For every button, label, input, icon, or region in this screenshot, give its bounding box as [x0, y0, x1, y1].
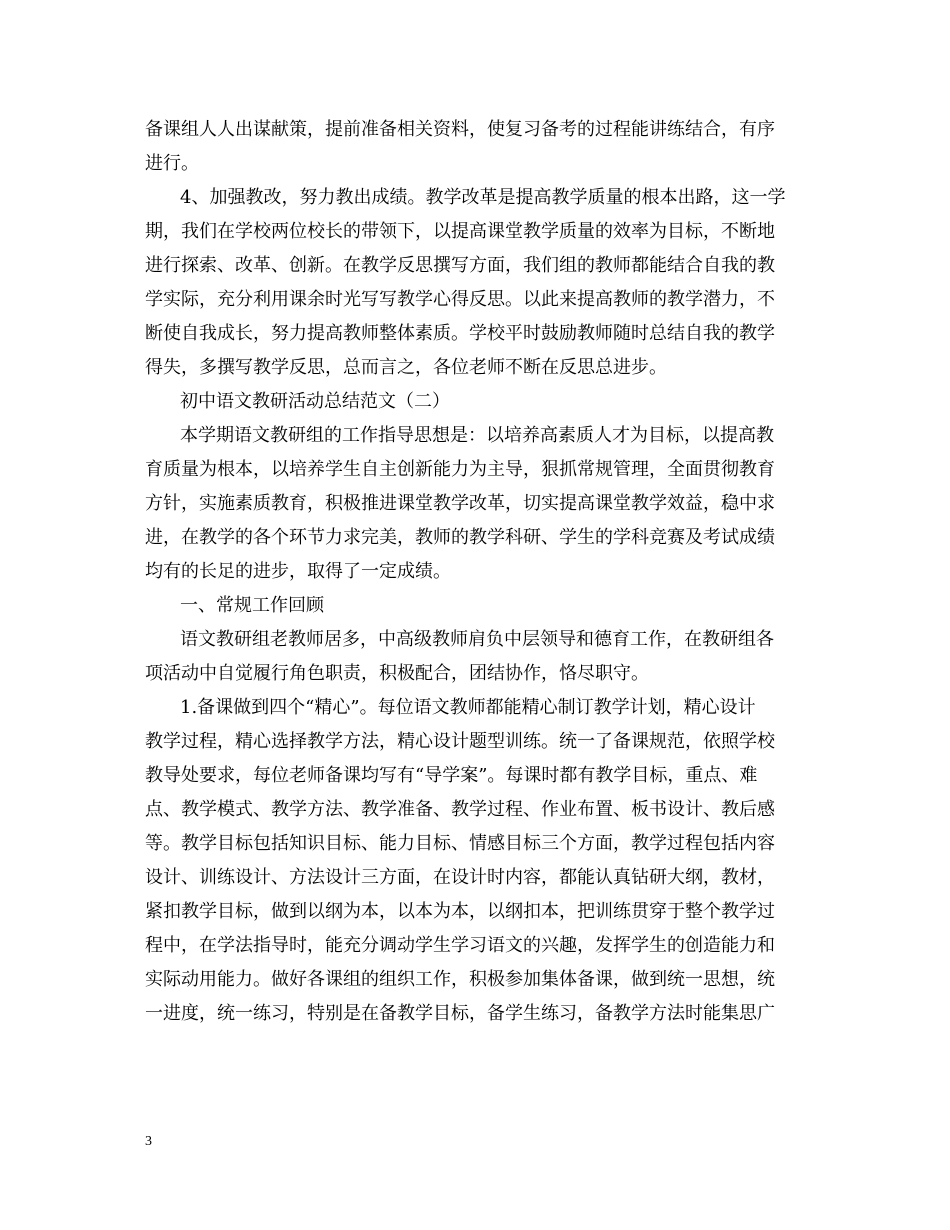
text-line: 等。教学目标包括知识目标、能力目标、情感目标三个方面，教学过程包括内容 [145, 833, 775, 854]
text-line: 实际动用能力。做好各课组的组织工作，积极参加集体备课，做到统一思想，统 [145, 969, 775, 990]
paragraph-start: 语文教研组老教师居多，中高级教师肩负中层领导和德育工作，在教研组各 [180, 629, 774, 650]
document-body [145, 113, 810, 1031]
text-line: 断使自我成长，努力提高教师整体素质。学校平时鼓励教师随时总结自我的教学 [145, 323, 775, 344]
text-line: 项活动中自觉履行角色职责，积极配合，团结协作，恪尽职守。 [145, 663, 649, 684]
section-heading: 一、常规工作回顾 [180, 595, 324, 616]
text-line: 教导处要求，每位老师备课均写有“导学案”。每课时都有教学目标，重点、难 [145, 765, 758, 786]
text-line: 点、教学模式、教学方法、教学准备、教学过程、作业布置、板书设计、教后感 [145, 799, 775, 820]
page-number: 3 [145, 1134, 152, 1149]
text-line: 程中，在学法指导时，能充分调动学生学习语文的兴趣，发挥学生的创造能力和 [145, 935, 775, 956]
text-line: 方针，实施素质教育，积极推进课堂教学改革，切实提高课堂教学效益，稳中求 [145, 493, 775, 514]
text-line: 育质量为根本，以培养学生自主创新能力为主导，狠抓常规管理，全面贯彻教育 [145, 459, 775, 480]
section-title: 初中语文教研活动总结范文（二） [180, 391, 450, 412]
paragraph-start: 本学期语文教研组的工作指导思想是：以培养高素质人才为目标，以提高教 [180, 425, 774, 446]
text-line: 期，我们在学校两位校长的带领下，以提高课堂教学质量的效率为目标，不断地 [145, 221, 775, 242]
paragraph-start: 4、加强教改，努力教出成绩。教学改革是提高教学质量的根本出路，这一学 [180, 187, 786, 208]
text-line: 进行探索、改革、创新。在教学反思撰写方面，我们组的教师都能结合自我的教 [145, 255, 775, 276]
text-line: 紧扣教学目标，做到以纲为本，以本为本，以纲扣本，把训练贯穿于整个教学过 [145, 901, 775, 922]
text-line: 备课组人人出谋献策，提前准备相关资料，使复习备考的过程能讲练结合，有序 [145, 119, 775, 140]
text-line: 得失，多撰写教学反思，总而言之，各位老师不断在反思总进步。 [145, 357, 667, 378]
text-line: 学实际，充分利用课余时光写写教学心得反思。以此来提高教师的教学潜力，不 [145, 289, 775, 310]
text-line: 均有的长足的进步，取得了一定成绩。 [145, 561, 451, 582]
text-line: 进行。 [145, 153, 199, 174]
paragraph-start: 1.备课做到四个“精心”。每位语文教师都能精心制订教学计划，精心设计 [180, 697, 756, 718]
text-line: 进，在教学的各个环节力求完美，教师的教学科研、学生的学科竞赛及考试成绩 [145, 527, 775, 548]
text-line: 一进度，统一练习，特别是在备教学目标，备学生练习，备教学方法时能集思广 [145, 1003, 775, 1024]
text-line: 设计、训练设计、方法设计三方面，在设计时内容，都能认真钻研大纲，教材， [145, 867, 775, 888]
text-line: 教学过程，精心选择教学方法，精心设计题型训练。统一了备课规范，依照学校 [145, 731, 775, 752]
